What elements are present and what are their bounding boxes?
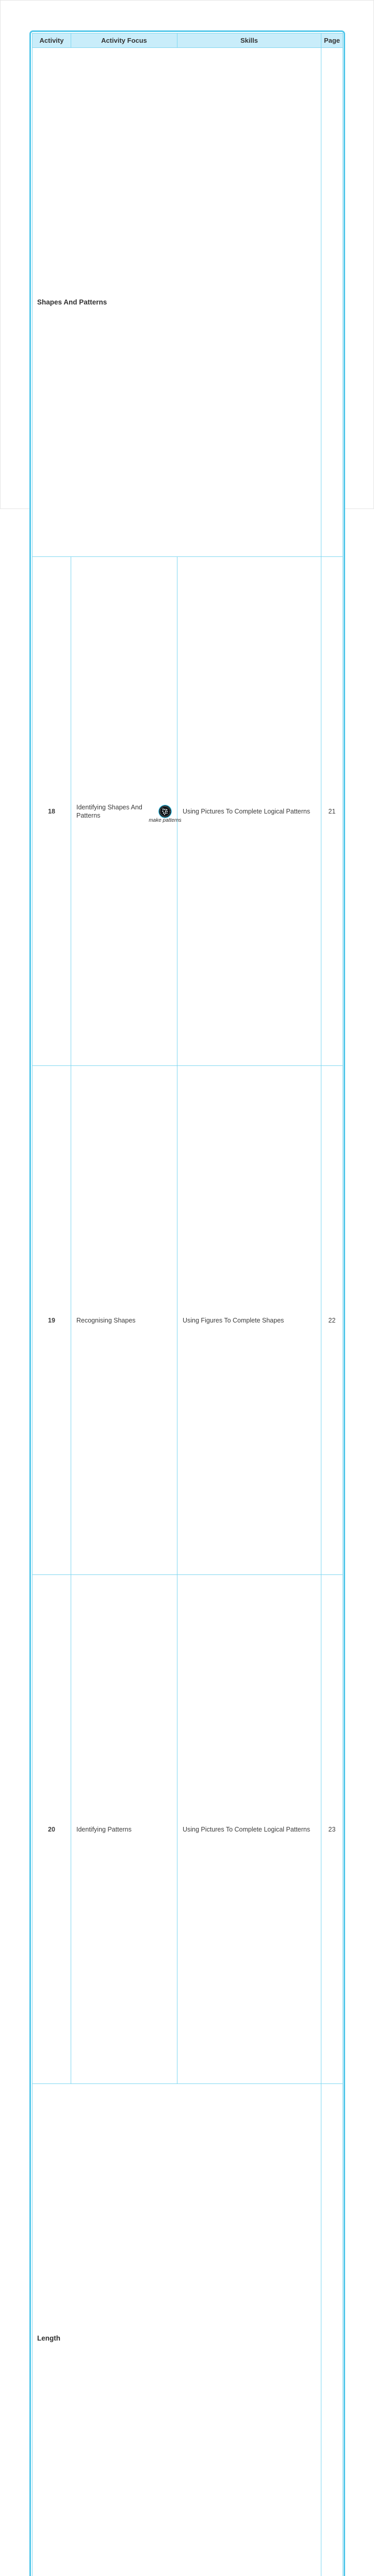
skills-cell: Using Pictures To Complete Logical Patterns xyxy=(177,557,321,1066)
contents-table-frame xyxy=(29,30,345,2576)
skills-cell: Using Pictures To Complete Logical Patterns xyxy=(177,1575,321,2084)
col-header-skills: Skills xyxy=(177,33,321,48)
activity-cell: 18 xyxy=(32,557,71,1066)
col-header-activity-focus: Activity Focus xyxy=(71,33,177,48)
qr-code-caption: make patterns xyxy=(149,818,181,824)
page-cell: 22 xyxy=(321,1066,343,1575)
activity-row xyxy=(32,1066,343,1575)
section-page-cell xyxy=(321,2084,343,2576)
focus-cell xyxy=(71,557,177,1066)
skills-cell: Using Figures To Complete Shapes xyxy=(177,1066,321,1575)
activity-cell: 20 xyxy=(32,1575,71,2084)
section-page-cell xyxy=(321,48,343,557)
activity-row xyxy=(32,1575,343,2084)
focus-text: Identifying Shapes And Patterns xyxy=(76,803,158,820)
section-shapes-and-patterns xyxy=(32,48,343,2084)
page-cell: 23 xyxy=(321,1575,343,2084)
page-cell: 21 xyxy=(321,557,343,1066)
section-title: Length xyxy=(32,2084,321,2576)
activity-cell: 19 xyxy=(32,1066,71,1575)
book-contents-page xyxy=(0,0,374,509)
section-title: Shapes And Patterns xyxy=(32,48,321,557)
section-length xyxy=(32,2084,343,2576)
col-header-page: Page xyxy=(321,33,343,48)
contents-table xyxy=(32,33,343,2576)
qr-code-icon xyxy=(158,805,172,818)
focus-cell: Recognising Shapes xyxy=(71,1066,177,1575)
col-header-activity: Activity xyxy=(32,33,71,48)
section-row xyxy=(32,48,343,557)
header-row xyxy=(32,33,343,48)
activity-row xyxy=(32,557,343,1066)
focus-cell: Identifying Patterns xyxy=(71,1575,177,2084)
section-row xyxy=(32,2084,343,2576)
